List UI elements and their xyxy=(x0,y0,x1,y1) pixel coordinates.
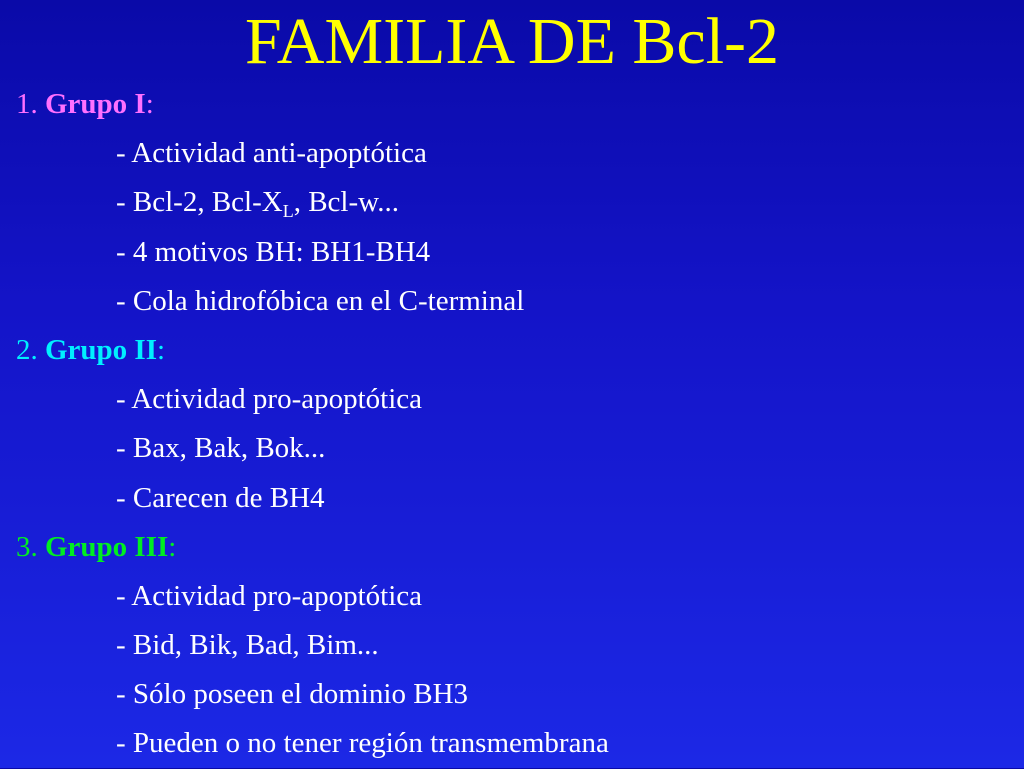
group-heading-3 xyxy=(16,523,1006,572)
list-item xyxy=(16,178,1006,227)
list-item: - Actividad pro-apoptótica xyxy=(116,579,423,612)
list-item: - Bid, Bik, Bad, Bim... xyxy=(116,629,379,662)
group-title: Grupo II xyxy=(45,333,158,366)
group-number: 3. xyxy=(16,530,38,563)
list-item-suffix: , Bcl-w... xyxy=(293,186,399,219)
list-item: - Actividad anti-apoptótica xyxy=(116,137,427,170)
list-item: - Pueden o no tener región transmembrana xyxy=(116,727,609,760)
group-colon: : xyxy=(145,88,154,120)
list-item: - Cola hidrofóbica en el C-terminal xyxy=(116,284,525,317)
list-item: - Carecen de BH4 xyxy=(116,481,325,514)
group-heading-1 xyxy=(16,80,1006,129)
list-item: - Sólo poseen el dominio BH3 xyxy=(116,678,469,711)
group-title: Grupo III xyxy=(45,530,169,563)
slide-title: FAMILIA DE Bcl-2 xyxy=(244,5,780,78)
list-item: - Actividad pro-apoptótica xyxy=(116,383,423,416)
group-heading-2 xyxy=(16,326,1006,375)
list-item-text: - Bcl-2, Bcl-X xyxy=(116,186,283,219)
group-number: 1. xyxy=(16,88,38,120)
subscript: L xyxy=(282,201,294,222)
list-item: - Bax, Bak, Bok... xyxy=(116,432,326,465)
group-colon: : xyxy=(168,530,177,563)
list-item: - 4 motivos BH: BH1-BH4 xyxy=(116,235,431,268)
group-title: Grupo I xyxy=(45,88,146,120)
slide-content xyxy=(16,80,1006,769)
group-colon: : xyxy=(157,333,166,366)
group-number: 2. xyxy=(16,333,38,366)
